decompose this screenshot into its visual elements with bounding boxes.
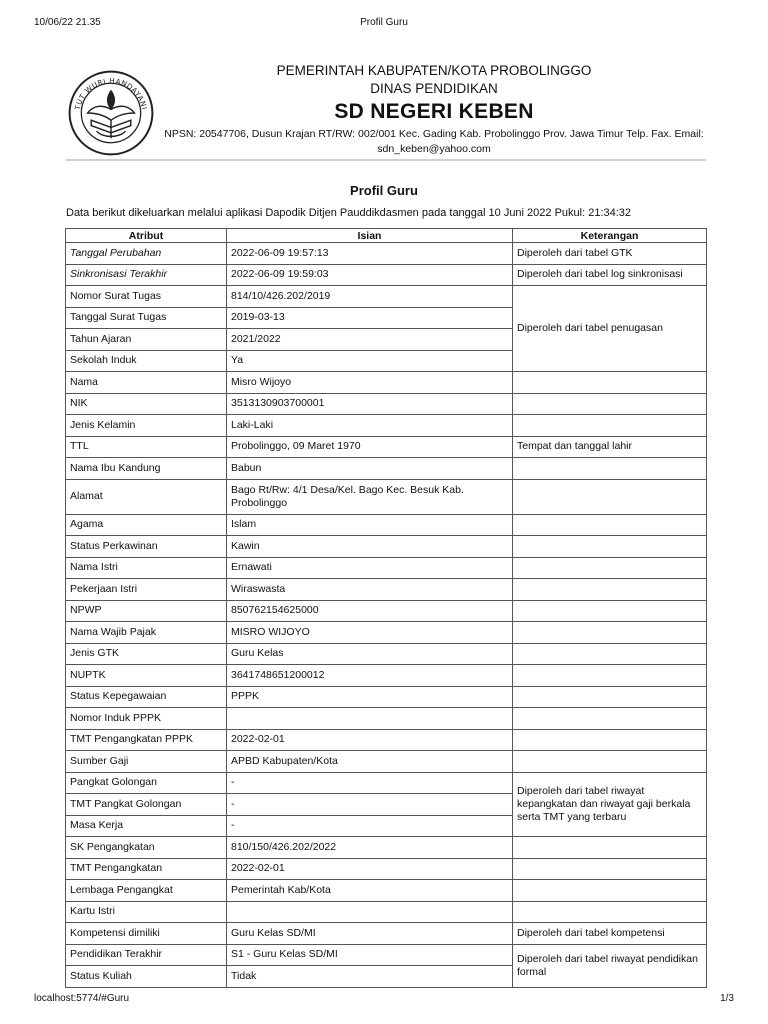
cell-keterangan	[513, 458, 707, 480]
cell-isian: Ernawati	[227, 557, 513, 579]
cell-keterangan: Diperoleh dari tabel kompetensi	[513, 923, 707, 945]
table-row	[66, 514, 707, 536]
cell-atribut: Nama Ibu Kandung	[66, 458, 227, 480]
table-row	[66, 243, 707, 265]
cell-isian: 2022-06-09 19:57:13	[227, 243, 513, 265]
print-page-number: 1/3	[720, 993, 734, 1004]
cell-isian: -	[227, 794, 513, 816]
cell-atribut: NUPTK	[66, 665, 227, 687]
cell-keterangan	[513, 514, 707, 536]
cell-isian: Pemerintah Kab/Kota	[227, 880, 513, 902]
cell-isian: Islam	[227, 514, 513, 536]
cell-keterangan	[513, 372, 707, 394]
cell-isian: 2022-02-01	[227, 729, 513, 751]
table-row	[66, 436, 707, 458]
cell-atribut: Nama Istri	[66, 557, 227, 579]
table-row	[66, 622, 707, 644]
address-line-1: NPSN: 20547706, Dusun Krajan RT/RW: 002/001 Kec. Gading Kab. Probolinggo Prov. Jawa Timur Telp. Fax. Email:	[164, 128, 704, 140]
cell-atribut: Agama	[66, 514, 227, 536]
cell-keterangan	[513, 622, 707, 644]
table-row	[66, 643, 707, 665]
cell-isian: 2021/2022	[227, 329, 513, 351]
table-row	[66, 708, 707, 730]
cell-isian: 3513130903700001	[227, 393, 513, 415]
cell-isian: Laki-Laki	[227, 415, 513, 437]
cell-keterangan	[513, 901, 707, 923]
page-title: Profil Guru	[350, 183, 418, 198]
cell-atribut: Nomor Surat Tugas	[66, 286, 227, 308]
table-row	[66, 923, 707, 945]
cell-atribut: Kompetensi dimiliki	[66, 923, 227, 945]
cell-isian: APBD Kabupaten/Kota	[227, 751, 513, 773]
print-url: localhost:5774/#Guru	[34, 993, 130, 1004]
cell-keterangan	[513, 393, 707, 415]
print-header	[0, 17, 768, 31]
table-header-row	[66, 229, 707, 243]
table-row	[66, 729, 707, 751]
print-datetime: 10/06/22 21.35	[34, 17, 101, 28]
school-name: SD NEGERI KEBEN	[334, 100, 534, 123]
cell-atribut: Tanggal Surat Tugas	[66, 307, 227, 329]
cell-isian	[227, 901, 513, 923]
cell-isian: S1 - Guru Kelas SD/MI	[227, 944, 513, 966]
cell-isian: 2022-06-09 19:59:03	[227, 264, 513, 286]
cell-atribut: Lembaga Pengangkat	[66, 880, 227, 902]
cell-atribut: Masa Kerja	[66, 815, 227, 837]
header-isian: Isian	[227, 229, 513, 243]
cell-atribut: TMT Pengangkatan	[66, 858, 227, 880]
cell-isian: 3641748651200012	[227, 665, 513, 687]
cell-atribut: SK Pengangkatan	[66, 837, 227, 859]
cell-atribut: Status Kuliah	[66, 966, 227, 988]
table-row	[66, 837, 707, 859]
cell-atribut: Status Perkawinan	[66, 536, 227, 558]
cell-atribut: Nama Wajib Pajak	[66, 622, 227, 644]
cell-atribut: NPWP	[66, 600, 227, 622]
table-row	[66, 458, 707, 480]
cell-isian: 850762154625000	[227, 600, 513, 622]
cell-atribut: Alamat	[66, 479, 227, 514]
cell-keterangan	[513, 729, 707, 751]
cell-keterangan	[513, 415, 707, 437]
cell-keterangan	[513, 579, 707, 601]
cell-keterangan: Diperoleh dari tabel riwayat kepangkatan dan riwayat gaji berkala serta TMT yang terbaru	[513, 772, 707, 837]
cell-keterangan	[513, 858, 707, 880]
table-row	[66, 751, 707, 773]
cell-keterangan: Diperoleh dari tabel penugasan	[513, 286, 707, 372]
cell-keterangan: Diperoleh dari tabel riwayat pendidikan formal	[513, 944, 707, 987]
cell-keterangan: Tempat dan tanggal lahir	[513, 436, 707, 458]
table-row	[66, 772, 707, 794]
header-atribut: Atribut	[66, 229, 227, 243]
table-body	[66, 243, 707, 988]
cell-atribut: Tahun Ajaran	[66, 329, 227, 351]
table-row	[66, 393, 707, 415]
print-page-title: Profil Guru	[360, 17, 408, 28]
cell-atribut: TMT Pengangkatan PPPK	[66, 729, 227, 751]
cell-atribut: Jenis GTK	[66, 643, 227, 665]
cell-atribut: Nomor Induk PPPK	[66, 708, 227, 730]
table-row	[66, 944, 707, 966]
cell-atribut: NIK	[66, 393, 227, 415]
table-row	[66, 264, 707, 286]
cell-isian: PPPK	[227, 686, 513, 708]
cell-keterangan	[513, 880, 707, 902]
cell-keterangan	[513, 837, 707, 859]
logo-motto: TUT WURI HANDAYANI	[72, 76, 150, 111]
table-row	[66, 858, 707, 880]
cell-atribut: Pendidikan Terakhir	[66, 944, 227, 966]
cell-keterangan	[513, 536, 707, 558]
table-row	[66, 665, 707, 687]
cell-keterangan	[513, 751, 707, 773]
cell-isian: Guru Kelas	[227, 643, 513, 665]
cell-isian: 814/10/426.202/2019	[227, 286, 513, 308]
cell-isian: Bago Rt/Rw: 4/1 Desa/Kel. Bago Kec. Besuk Kab. Probolinggo	[227, 479, 513, 514]
cell-isian: Ya	[227, 350, 513, 372]
table-row	[66, 536, 707, 558]
cell-keterangan	[513, 708, 707, 730]
letterhead-divider	[66, 159, 706, 161]
cell-atribut: Nama	[66, 372, 227, 394]
table-row	[66, 901, 707, 923]
cell-atribut: Pangkat Golongan	[66, 772, 227, 794]
table-row	[66, 579, 707, 601]
cell-isian: Tidak	[227, 966, 513, 988]
cell-atribut: Sinkronisasi Terakhir	[66, 264, 227, 286]
cell-isian: Wiraswasta	[227, 579, 513, 601]
cell-atribut: Tanggal Perubahan	[66, 243, 227, 265]
cell-keterangan	[513, 686, 707, 708]
profile-table	[65, 228, 707, 988]
cell-atribut: TMT Pangkat Golongan	[66, 794, 227, 816]
table-row	[66, 415, 707, 437]
table-row	[66, 686, 707, 708]
address-line-2: sdn_keben@yahoo.com	[377, 143, 491, 155]
cell-atribut: TTL	[66, 436, 227, 458]
table-row	[66, 286, 707, 308]
table-row	[66, 479, 707, 514]
cell-isian: -	[227, 815, 513, 837]
cell-atribut: Pekerjaan Istri	[66, 579, 227, 601]
tut-wuri-handayani-logo-icon	[66, 68, 156, 158]
table-row	[66, 880, 707, 902]
cell-atribut: Status Kepegawaian	[66, 686, 227, 708]
cell-keterangan	[513, 643, 707, 665]
cell-atribut: Jenis Kelamin	[66, 415, 227, 437]
cell-keterangan	[513, 665, 707, 687]
cell-isian: Kawin	[227, 536, 513, 558]
cell-isian: Babun	[227, 458, 513, 480]
header-keterangan: Keterangan	[513, 229, 707, 243]
cell-isian	[227, 708, 513, 730]
cell-isian: 810/150/426.202/2022	[227, 837, 513, 859]
cell-atribut: Sekolah Induk	[66, 350, 227, 372]
cell-keterangan	[513, 557, 707, 579]
cell-isian: MISRO WIJOYO	[227, 622, 513, 644]
cell-isian: 2022-02-01	[227, 858, 513, 880]
cell-keterangan: Diperoleh dari tabel log sinkronisasi	[513, 264, 707, 286]
table-row	[66, 557, 707, 579]
cell-keterangan: Diperoleh dari tabel GTK	[513, 243, 707, 265]
cell-isian: 2019-03-13	[227, 307, 513, 329]
intro-text: Data berikut dikeluarkan melalui aplikasi Dapodik Ditjen Pauddikdasmen pada tanggal 10 Juni 2022 Pukul: 21:34:32	[66, 207, 632, 219]
department-name: DINAS PENDIDIKAN	[370, 81, 498, 96]
school-address	[162, 127, 706, 157]
cell-keterangan	[513, 600, 707, 622]
cell-isian: Probolinggo, 09 Maret 1970	[227, 436, 513, 458]
letterhead	[66, 62, 706, 162]
government-name: PEMERINTAH KABUPATEN/KOTA PROBOLINGGO	[276, 63, 592, 78]
cell-keterangan	[513, 479, 707, 514]
cell-isian: Misro Wijoyo	[227, 372, 513, 394]
cell-atribut: Sumber Gaji	[66, 751, 227, 773]
cell-isian: Guru Kelas SD/MI	[227, 923, 513, 945]
cell-atribut: Kartu Istri	[66, 901, 227, 923]
table-row	[66, 600, 707, 622]
table-row	[66, 372, 707, 394]
cell-isian: -	[227, 772, 513, 794]
